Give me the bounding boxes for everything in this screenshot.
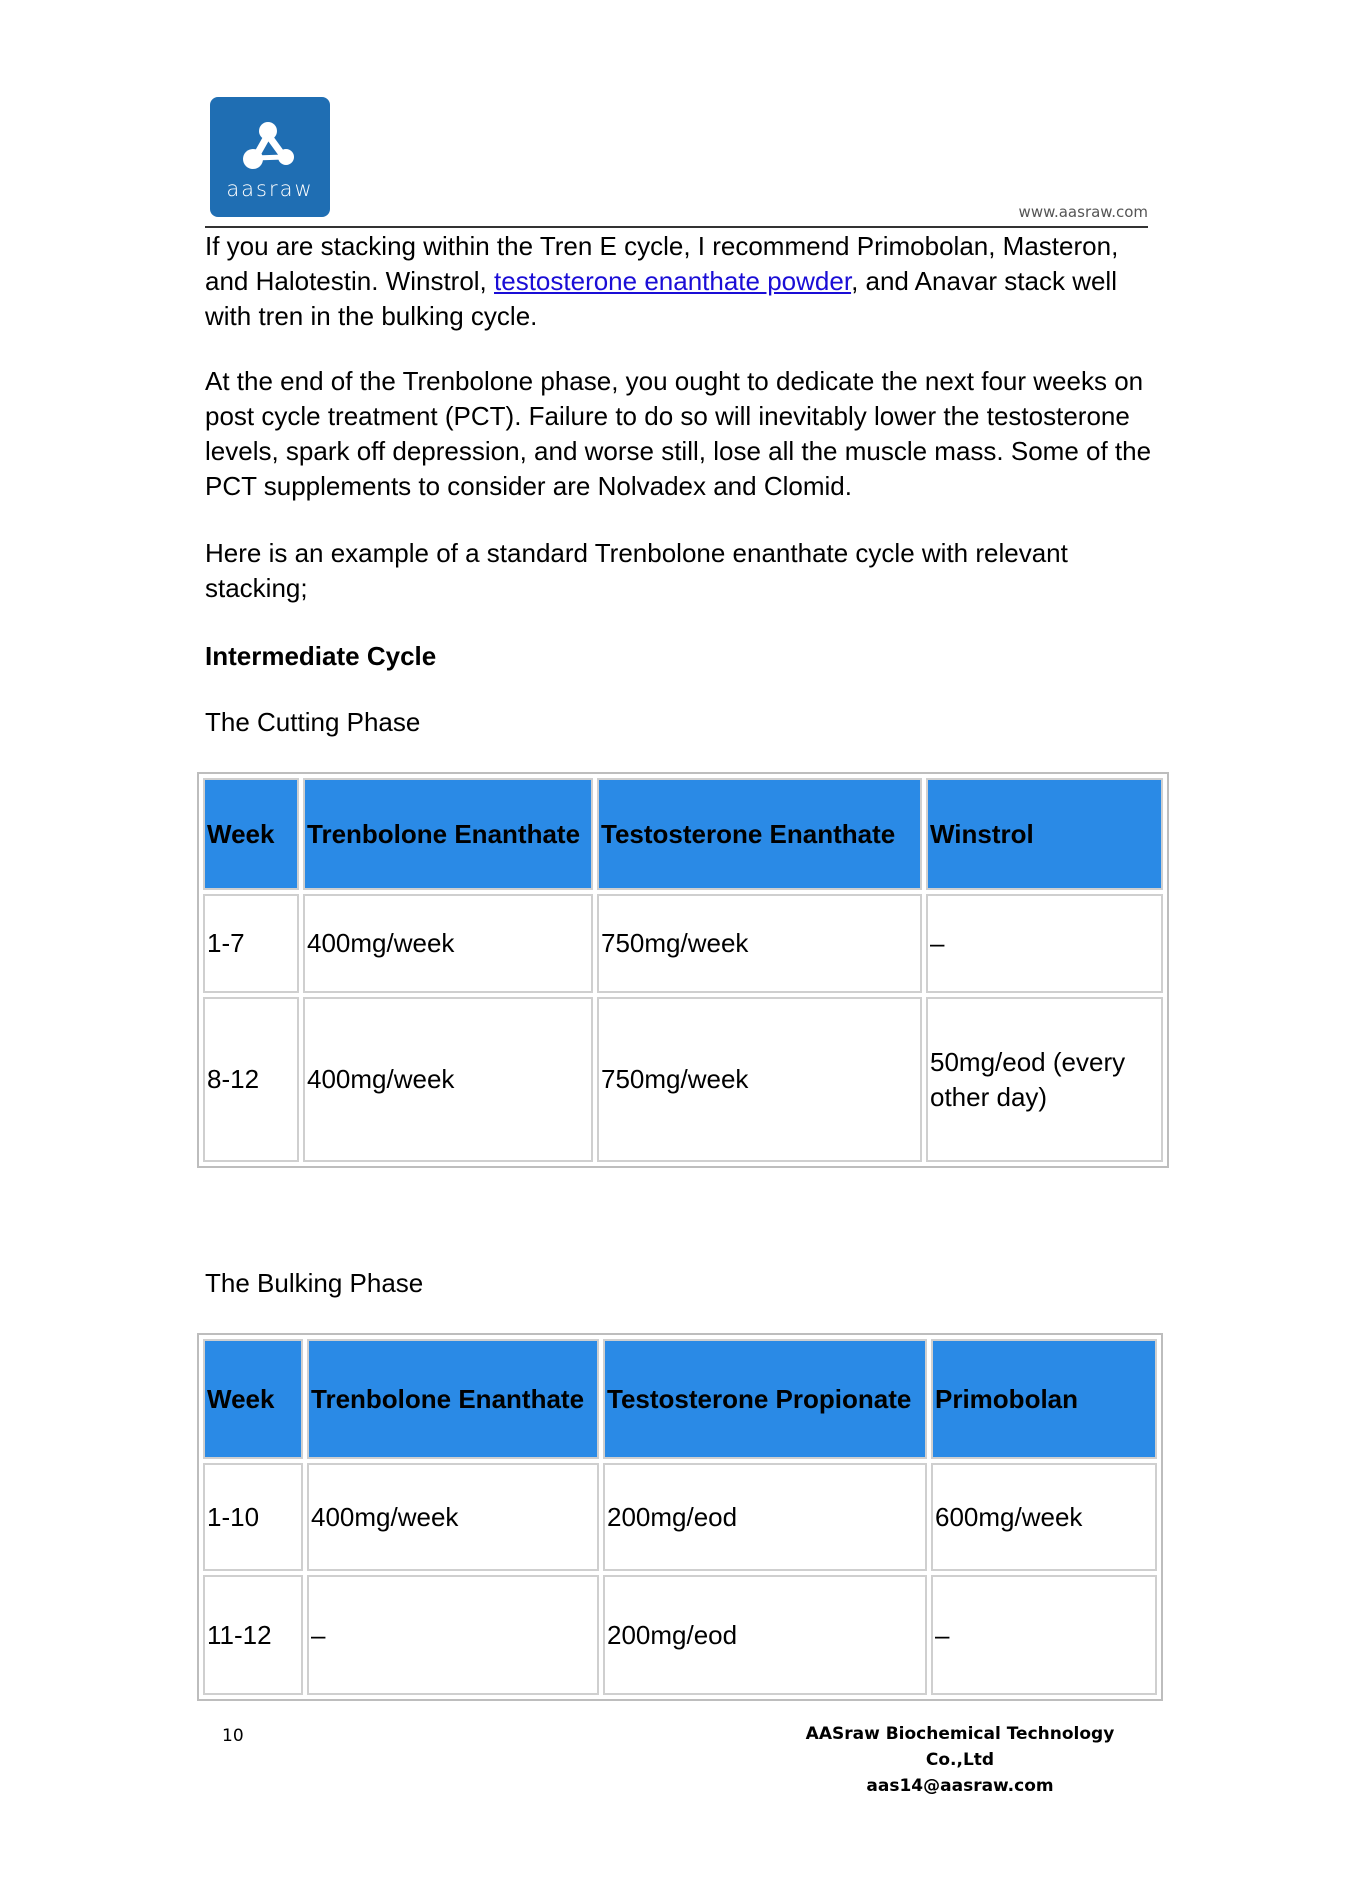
table-header-row — [203, 1339, 1157, 1459]
table-cell: 400mg/week — [307, 1463, 599, 1571]
paragraph-stacking-text-2: , and Anavar stack well with tren in the bulking cycle. — [205, 266, 1117, 331]
table-row — [203, 1463, 1157, 1571]
table-cell: – — [931, 1575, 1157, 1695]
header-divider — [205, 226, 1148, 228]
column-header: Primobolan — [931, 1339, 1157, 1459]
column-header: Week — [203, 1339, 303, 1459]
table-cell: 750mg/week — [597, 894, 922, 993]
bulking-phase-title: The Bulking Phase — [205, 1268, 424, 1298]
table-cell: 200mg/eod — [603, 1575, 927, 1695]
paragraph-stacking-text-1: If you are stacking within the Tren E cycle, I recommend Primobolan, Masteron, and Halotestin. Winstrol, — [205, 231, 1119, 296]
column-header: Week — [203, 778, 299, 890]
column-header: Winstrol — [926, 778, 1163, 890]
logo-wordmark: aasraw — [226, 177, 314, 201]
company-logo — [210, 97, 330, 217]
table-row — [203, 1575, 1157, 1695]
table-cell: 1-7 — [203, 894, 299, 993]
paragraph-pct: At the end of the Trenbolone phase, you ought to dedicate the next four weeks on post cycle treatment (PCT). Failure to do so will inevitably lower the testosterone levels, spark off depression, and worse still, lose all the muscle mass. Some of the PCT supplements to consider are Nolvadex and Clomid. — [205, 366, 1152, 501]
table-cell: 400mg/week — [303, 997, 593, 1162]
column-header: Trenbolone Enanthate — [307, 1339, 599, 1459]
table-cell: 600mg/week — [931, 1463, 1157, 1571]
table-cell: 200mg/eod — [603, 1463, 927, 1571]
bulking-phase-table — [197, 1333, 1163, 1701]
table-cell: 11-12 — [203, 1575, 303, 1695]
table-row — [203, 997, 1163, 1162]
table-cell: 50mg/eod (every other day) — [926, 997, 1163, 1162]
site-url[interactable]: www.aasraw.com — [1018, 203, 1148, 221]
footer-company-block — [790, 1721, 1130, 1799]
testosterone-enanthate-link[interactable]: testosterone enanthate powder — [494, 266, 852, 296]
molecule-icon — [210, 97, 330, 187]
table-cell: – — [926, 894, 1163, 993]
paragraph-example: Here is an example of a standard Trenbolone enanthate cycle with relevant stacking; — [205, 538, 1068, 603]
table-cell: 1-10 — [203, 1463, 303, 1571]
page-number: 10 — [222, 1726, 244, 1746]
footer-email[interactable]: aas14@aasraw.com — [866, 1776, 1054, 1796]
column-header: Testosterone Enanthate — [597, 778, 922, 890]
table-cell: 400mg/week — [303, 894, 593, 993]
table-header-row — [203, 778, 1163, 890]
cutting-phase-table — [197, 772, 1169, 1168]
footer-company-name: AASraw Biochemical Technology Co.,Ltd — [805, 1724, 1115, 1770]
section-heading: Intermediate Cycle — [205, 641, 437, 671]
table-cell: 750mg/week — [597, 997, 922, 1162]
table-row — [203, 894, 1163, 993]
table-cell: – — [307, 1575, 599, 1695]
column-header: Testosterone Propionate — [603, 1339, 927, 1459]
cutting-phase-title: The Cutting Phase — [205, 707, 421, 737]
table-cell: 8-12 — [203, 997, 299, 1162]
column-header: Trenbolone Enanthate — [303, 778, 593, 890]
paragraph-stacking — [205, 229, 1165, 334]
